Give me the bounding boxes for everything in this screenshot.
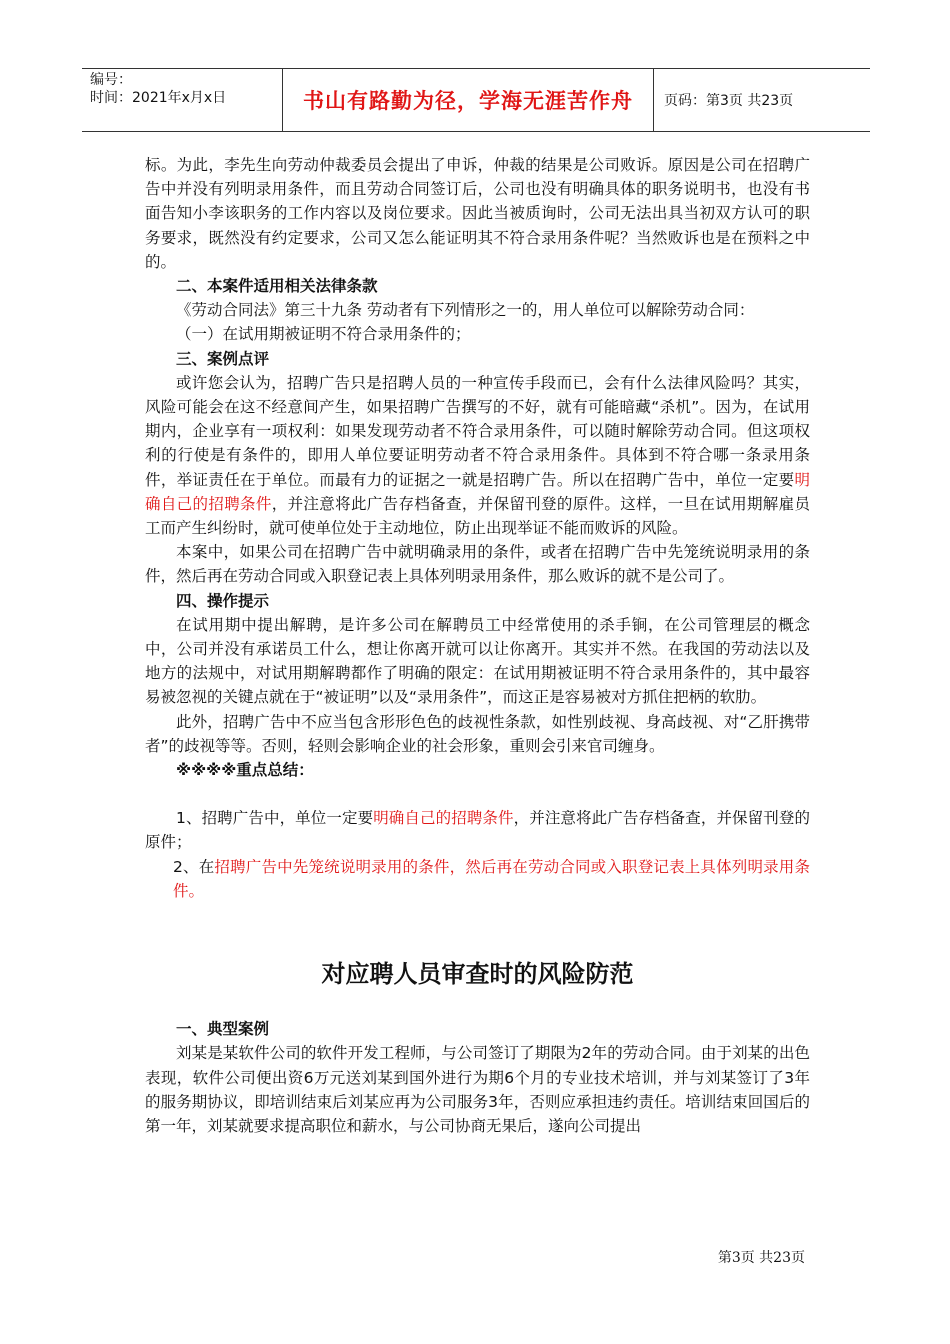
spacer — [145, 782, 810, 806]
page-footer: 第3页 共23页 — [717, 1250, 805, 1266]
header-motto: 书山有路勤为径，学海无涯苦作舟 — [282, 69, 654, 131]
spacer — [145, 989, 810, 1017]
highlight-red: 明确自己的招聘条件 — [145, 470, 810, 513]
section-title: 对应聘人员审查时的风险防范 — [321, 960, 634, 989]
summary-1-tail: ，并注意将此广告存档备查，并保留刊登的原件； — [145, 809, 810, 852]
summary-1-highlight: 明确自己的招聘条件 — [373, 809, 514, 828]
summary-item-2 — [145, 855, 810, 903]
review-text: 或许您会认为，招聘广告只是招聘人员的一种宣传手段而已，会有什么法律风险吗？其实，风险可能会在这不经意间产生，如果招聘广告撰写的不好，就有可能暗藏“杀机”。因为，在试用期内，企业享有一项权利：如果发现劳动者不符合录用条件，可以随时解除劳动合同。但这项权利的行使是有条件的，即用人单位要证明劳动者不符合录用条件。具体到不符合哪一条录用条件，举证责任在于单位。而最有力的证据之一就是招聘广告。所以在招聘广告中，单位一定要 — [145, 373, 810, 489]
summary-item-1 — [145, 806, 810, 854]
summary-heading: ※※※※重点总结： — [176, 761, 314, 780]
date-label: 时间：2021年x月x日 — [90, 90, 227, 106]
summary-1-text: 1、招聘广告中，单位一定要 — [176, 809, 374, 828]
summary-2-highlight: 招聘广告中先笼统说明录用的条件，然后再在劳动合同或入职登记表上具体列明录用条件。 — [173, 857, 810, 900]
review-text-tail: ，并注意将此广告存档备查，并保留刊登的原件。这样，一旦在试用期解雇员工而产生纠纷时，就可使单位处于主动地位，防止出现举证不能而败诉的风险。 — [145, 494, 810, 538]
section-heading-case: 一、典型案例 — [176, 1020, 270, 1039]
paragraph-case-note: 本案中，如果公司在招聘广告中就明确录用的条件，或者在招聘广告中先笼统说明录用的条件，然后再在劳动合同或入职登记表上具体列明录用条件，那么败诉的就不是公司了。 — [145, 543, 810, 586]
document-body — [145, 153, 810, 1138]
section-heading-law: 二、本案件适用相关法律条款 — [176, 277, 378, 296]
law-item: （一）在试用期被证明不符合录用条件的； — [176, 325, 471, 344]
paragraph-discrimination: 此外，招聘广告中不应当包含形形色色的歧视性条款，如性别歧视、身高歧视、对“乙肝携带者”的歧视等等。否则，轻则会影响企业的社会形象，重则会引来官司缠身。 — [145, 712, 810, 755]
page-header — [82, 68, 870, 132]
paragraph-tips: 在试用期中提出解聘，是许多公司在解聘员工中经常使用的杀手锏，在公司管理层的概念中，公司并没有承诺员工什么，想让你离开就可以让你离开。其实并不然。在我国的劳动法以及地方的法规中，对试用期解聘都作了明确的限定：在试用期被证明不符合录用条件的，其中最容易被忽视的关键点就在于“被证明”以及“录用条件”，而这正是容易被对方抓住把柄的软肋。 — [145, 615, 810, 707]
law-clause: 《劳动合同法》第三十九条 劳动者有下列情形之一的，用人单位可以解除劳动合同： — [176, 301, 755, 320]
paragraph-intro: 标。为此，李先生向劳动仲裁委员会提出了申诉，仲裁的结果是公司败诉。原因是公司在招聘广告中并没有列明录用条件，而且劳动合同签订后，公司也没有明确具体的职务说明书，也没有书面告知小李该职务的工作内容以及岗位要求。因此当被质询时，公司无法出具当初双方认可的职务要求，既然没有约定要求，公司又怎么能证明其不符合录用条件呢？当然败诉也是在预料之中的。 — [145, 156, 810, 271]
paragraph-case: 刘某是某软件公司的软件开发工程师，与公司签订了期限为2年的劳动合同。由于刘某的出色表现，软件公司便出资6万元送刘某到国外进行为期6个月的专业技术培训，并与刘某签订了3年的服务期协议，即培训结束后刘某应再为公司服务3年，否则应承担违约责任。培训结束回国后的第一年，刘某就要求提高职位和薪水，与公司协商无果后，遂向公司提出 — [145, 1044, 810, 1135]
header-meta — [82, 69, 282, 131]
summary-2-text: 2、在 — [173, 857, 215, 876]
section-heading-review: 三、案例点评 — [176, 349, 270, 368]
header-page-info: 页码：第3页 共23页 — [664, 93, 794, 109]
code-label: 编号： — [90, 72, 132, 88]
spacer — [145, 903, 810, 959]
section-heading-tips: 四、操作提示 — [176, 591, 270, 610]
paragraph-review — [145, 371, 810, 540]
